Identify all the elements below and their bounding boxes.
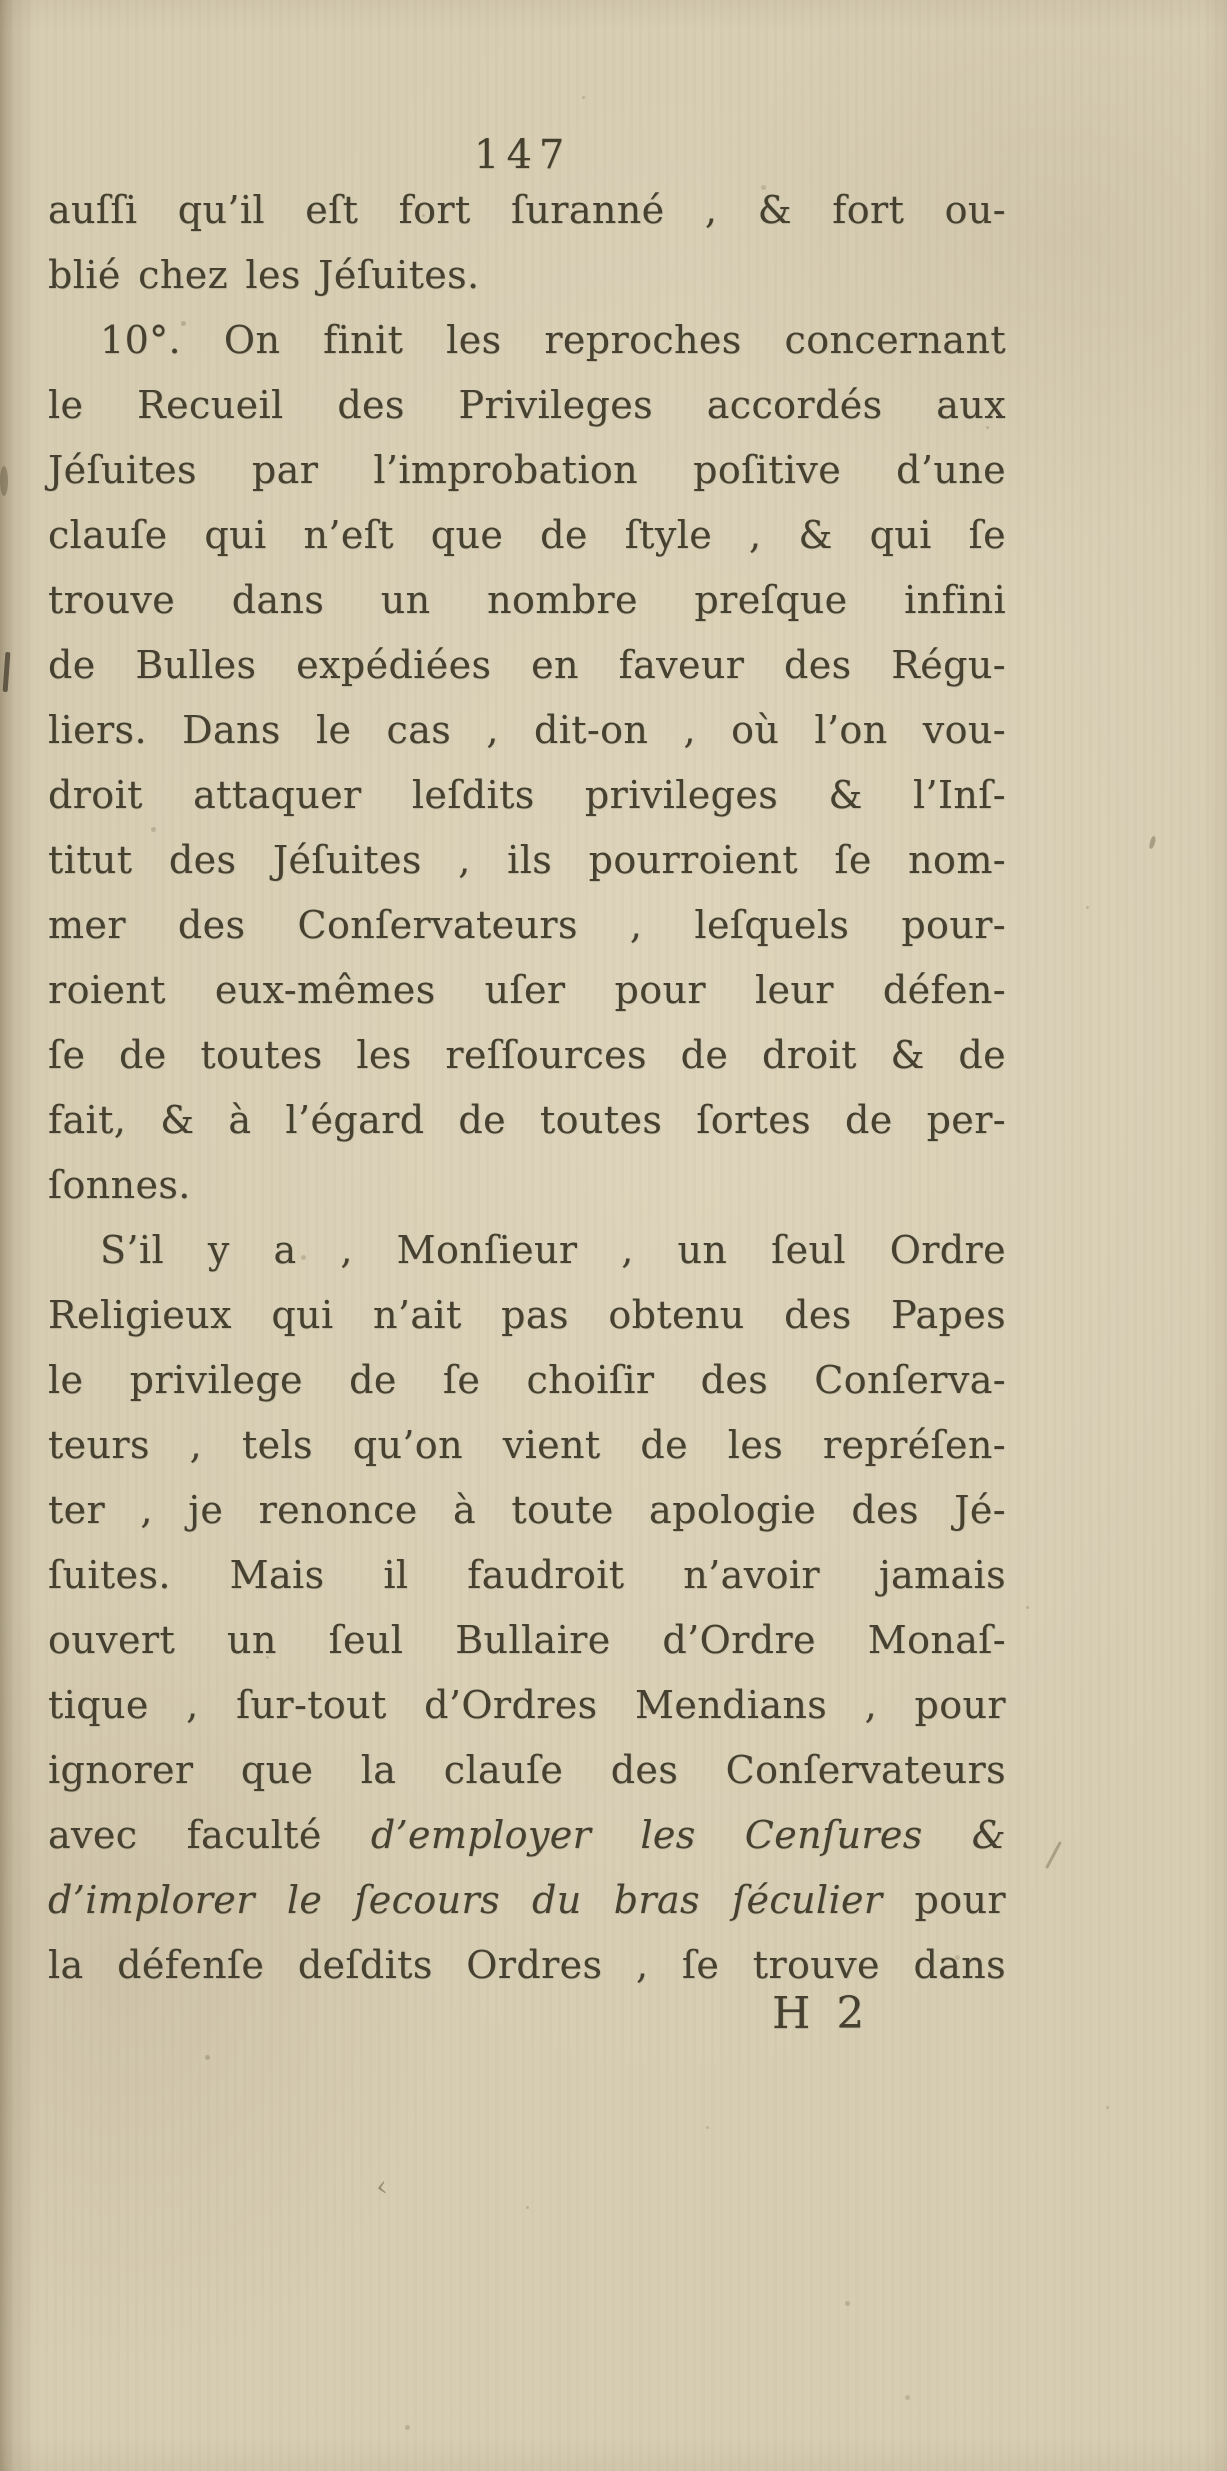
text-line	[48, 1673, 1006, 1738]
text-segment: liers. Dans le cas , dit-on , où l’on vou-	[48, 708, 1006, 752]
text-line	[48, 373, 1006, 438]
text-segment: trouve dans un nombre preſque infini	[48, 578, 1006, 622]
text-line	[48, 1868, 1006, 1933]
text-segment: pour	[882, 1878, 1006, 1922]
text-line	[48, 1803, 1006, 1868]
text-line	[48, 1478, 1006, 1543]
text-line	[48, 1023, 1006, 1088]
text-line	[48, 958, 1006, 1023]
text-segment: roient eux-mêmes uſer pour leur défen-	[48, 968, 1006, 1012]
text-line	[48, 1348, 1006, 1413]
text-segment: 10°. On finit les reproches concernant	[100, 318, 1006, 362]
text-line	[48, 633, 1006, 698]
text-line	[48, 568, 1006, 633]
text-segment: de Bulles expédiées en faveur des Régu-	[48, 643, 1006, 687]
ink-blemish	[1045, 1841, 1062, 1869]
ink-blemish	[3, 652, 11, 692]
text-segment: ignorer que la clauſe des Conſervateurs	[48, 1748, 1006, 1792]
italic-text-segment: d’implorer le ſecours du bras ſéculier	[48, 1878, 883, 1922]
text-segment: ter , je renonce à toute apologie des Jé-	[48, 1488, 1006, 1532]
text-line	[48, 1088, 1006, 1153]
text-segment: ouvert un ſeul Bullaire d’Ordre Monaſ-	[48, 1618, 1006, 1662]
text-line	[48, 243, 1006, 308]
text-line	[48, 1608, 1006, 1673]
text-line	[48, 763, 1006, 828]
text-line	[48, 503, 1006, 568]
paper-specks	[0, 0, 3, 3]
text-line	[48, 308, 1006, 373]
text-segment: ſuites. Mais il faudroit n’avoir jamais	[48, 1553, 1006, 1597]
text-segment: titut des Jéſuites , ils pourroient ſe nom-	[48, 838, 1006, 882]
text-segment: tique , ſur-tout d’Ordres Mendians , pour	[48, 1683, 1006, 1727]
text-segment: fait, & à l’égard de toutes ſortes de per-	[48, 1098, 1006, 1142]
text-segment: clauſe qui n’eſt que de ſtyle , & qui ſe	[48, 513, 1006, 557]
text-segment: le privilege de ſe choiſir des Conſerva-	[48, 1358, 1006, 1402]
text-line	[48, 178, 1006, 243]
text-segment: le Recueil des Privileges accordés aux	[48, 383, 1006, 427]
text-segment: ſonnes.	[48, 1163, 191, 1207]
ink-blemish	[1149, 836, 1157, 850]
page-number: 147	[474, 132, 572, 178]
text-line	[48, 1153, 1006, 1218]
text-segment: avec faculté	[48, 1813, 371, 1857]
text-segment: blié chez les Jéſuites.	[48, 253, 480, 297]
text-segment: auſſi qu’il eſt fort ſuranné , & fort ou-	[48, 188, 1006, 232]
text-segment: Religieux qui n’ait pas obtenu des Papes	[48, 1293, 1006, 1337]
text-segment: ſe de toutes les reſſources de droit & de	[48, 1033, 1006, 1077]
text-block	[48, 178, 1006, 1998]
binding-smudge	[0, 466, 8, 496]
text-line	[48, 1413, 1006, 1478]
text-segment: droit attaquer leſdits privileges & l’Inſ-	[48, 773, 1006, 817]
printer-signature: H 2	[772, 1988, 871, 2039]
text-line	[48, 438, 1006, 503]
text-line	[48, 1738, 1006, 1803]
text-segment: mer des Conſervateurs , leſquels pour-	[48, 903, 1006, 947]
text-segment: teurs , tels qu’on vient de les repréſen-	[48, 1423, 1006, 1467]
text-segment: S’il y a , Monſieur , un ſeul Ordre	[100, 1228, 1006, 1272]
text-segment: Jéſuites par l’improbation poſitive d’une	[48, 448, 1006, 492]
italic-text-segment: d’employer les Cenſures &	[370, 1813, 1006, 1857]
text-line	[48, 698, 1006, 763]
text-segment: la défenſe deſdits Ordres , ſe trouve dans	[48, 1943, 1006, 1987]
text-line	[48, 1218, 1006, 1283]
text-line	[48, 1283, 1006, 1348]
text-line	[48, 1543, 1006, 1608]
text-line	[48, 828, 1006, 893]
stray-ink-mark: ‹	[373, 2169, 390, 2204]
text-line	[48, 893, 1006, 958]
